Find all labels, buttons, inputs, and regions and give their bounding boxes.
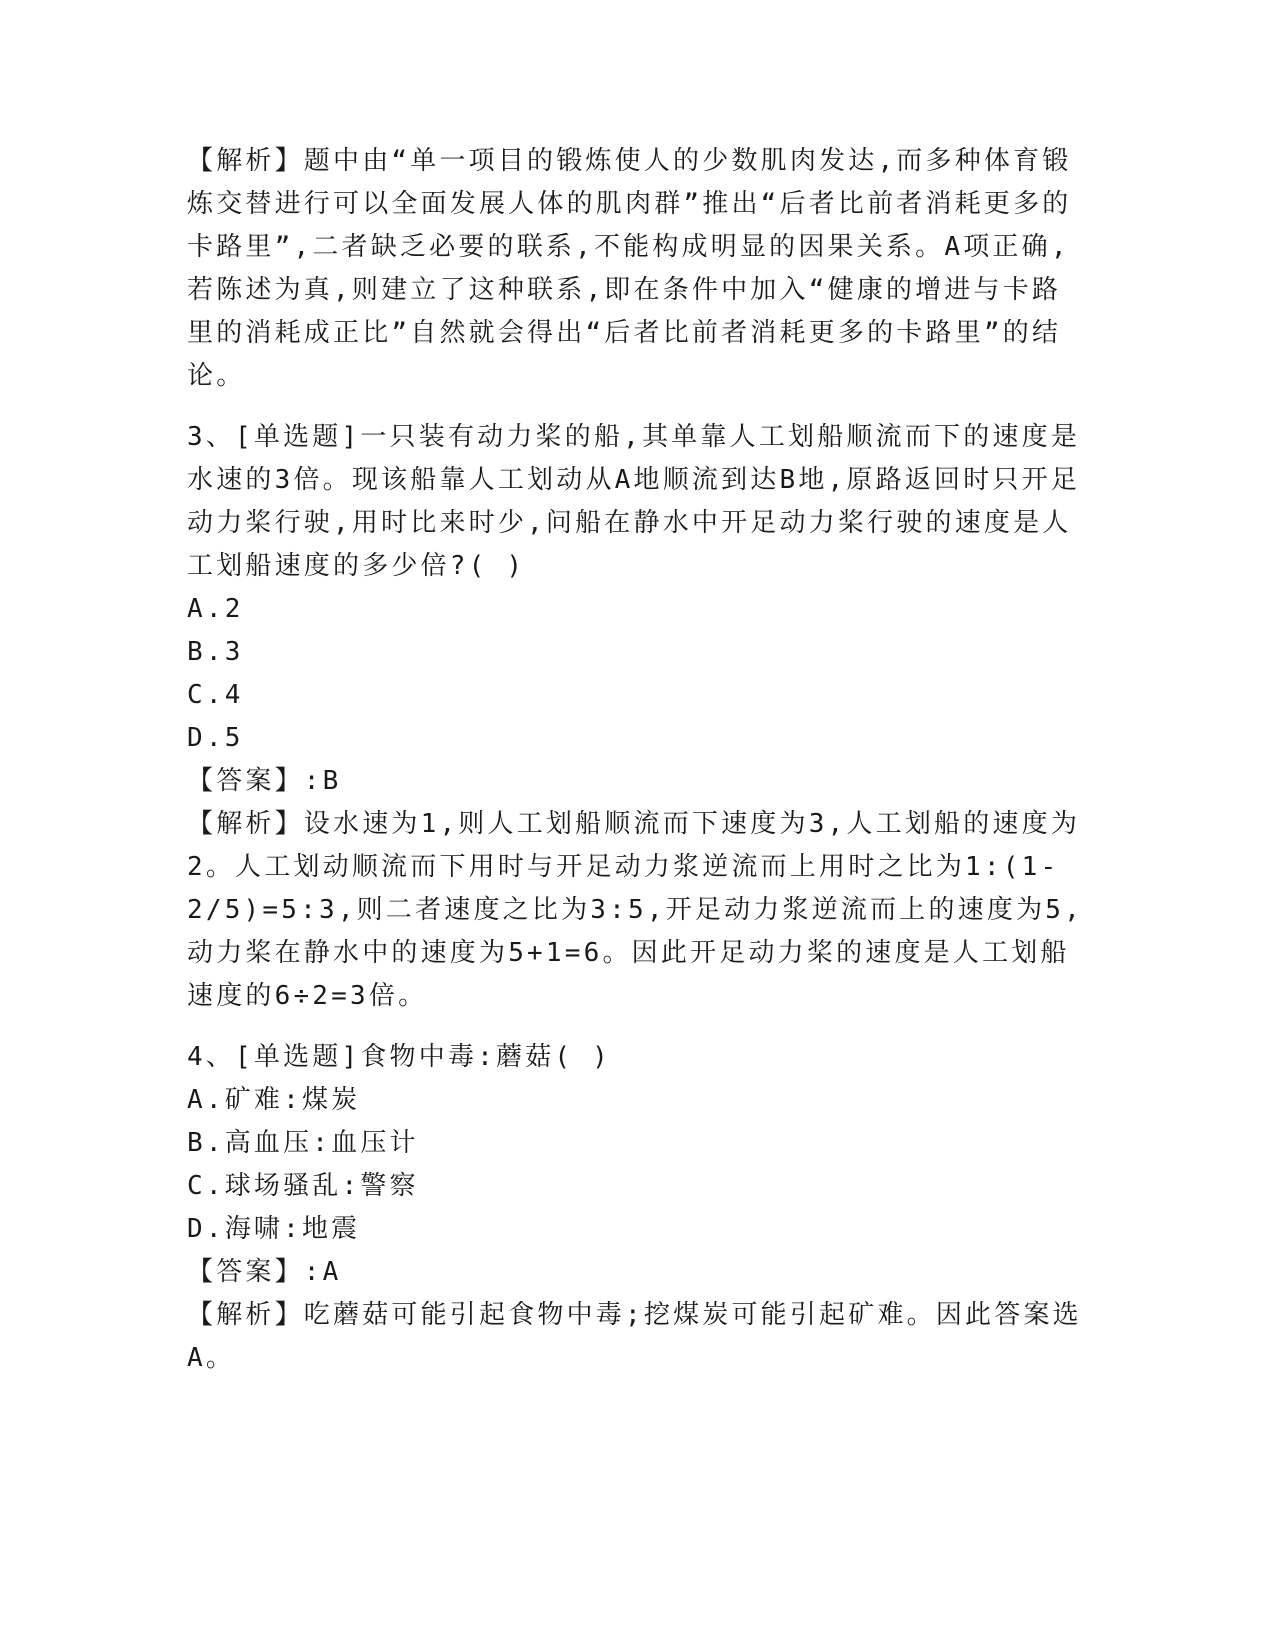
question-3-stem: 3、[单选题]一只装有动力桨的船,其单靠人工划船顺流而下的速度是水速的3倍。现该船靠人工划动从A地顺流到达B地,原路返回时只开足动力桨行驶,用时比来时少,问船在静水中开足动力桨行驶的速度是人工划船速度的多少倍?( ) bbox=[187, 422, 1081, 581]
question-3-answer: 【答案】:B bbox=[187, 766, 342, 796]
question-3-analysis: 【解析】设水速为1,则人工划船顺流而下速度为3,人工划船的速度为2。人工划动顺流而下用时与开足动力浆逆流而上用时之比为1:(1-2/5)=5:3,则二者速度之比为3:5,开足动力浆逆流而上的速度为5,动力桨在静水中的速度为5+1=6。因此开足动力桨的速度是人工划船速度的6÷2=3倍。 bbox=[187, 809, 1084, 1011]
question-4-option-b: B.高血压:血压计 bbox=[187, 1128, 419, 1158]
question-3 bbox=[187, 416, 1087, 1018]
question-4-stem: 4、[单选题]食物中毒:蘑菇( ) bbox=[187, 1042, 611, 1072]
document-page bbox=[187, 140, 1087, 1380]
question-3-option-b: B.3 bbox=[187, 637, 244, 667]
question-4-answer: 【答案】:A bbox=[187, 1257, 342, 1287]
analysis-paragraph-q2: 【解析】题中由“单一项目的锻炼使人的少数肌肉发达,而多种体育锻炼交替进行可以全面发展人体的肌肉群”推出“后者比前者消耗更多的卡路里”,二者缺乏必要的联系,不能构成明显的因果关系。A项正确,若陈述为真,则建立了这种联系,即在条件中加入“健康的增进与卡路里的消耗成正比”自然就会得出“后者比前者消耗更多的卡路里”的结论。 bbox=[187, 146, 1072, 391]
question-4-option-a: A.矿难:煤炭 bbox=[187, 1085, 361, 1115]
question-4 bbox=[187, 1036, 1087, 1380]
question-4-analysis: 【解析】吃蘑菇可能引起食物中毒;挖煤炭可能引起矿难。因此答案选A。 bbox=[187, 1300, 1082, 1373]
question-4-option-c: C.球场骚乱:警察 bbox=[187, 1171, 419, 1201]
question-3-option-a: A.2 bbox=[187, 594, 244, 624]
question-3-option-c: C.4 bbox=[187, 680, 244, 710]
question-3-option-d: D.5 bbox=[187, 723, 244, 753]
question-4-option-d: D.海啸:地震 bbox=[187, 1214, 361, 1244]
